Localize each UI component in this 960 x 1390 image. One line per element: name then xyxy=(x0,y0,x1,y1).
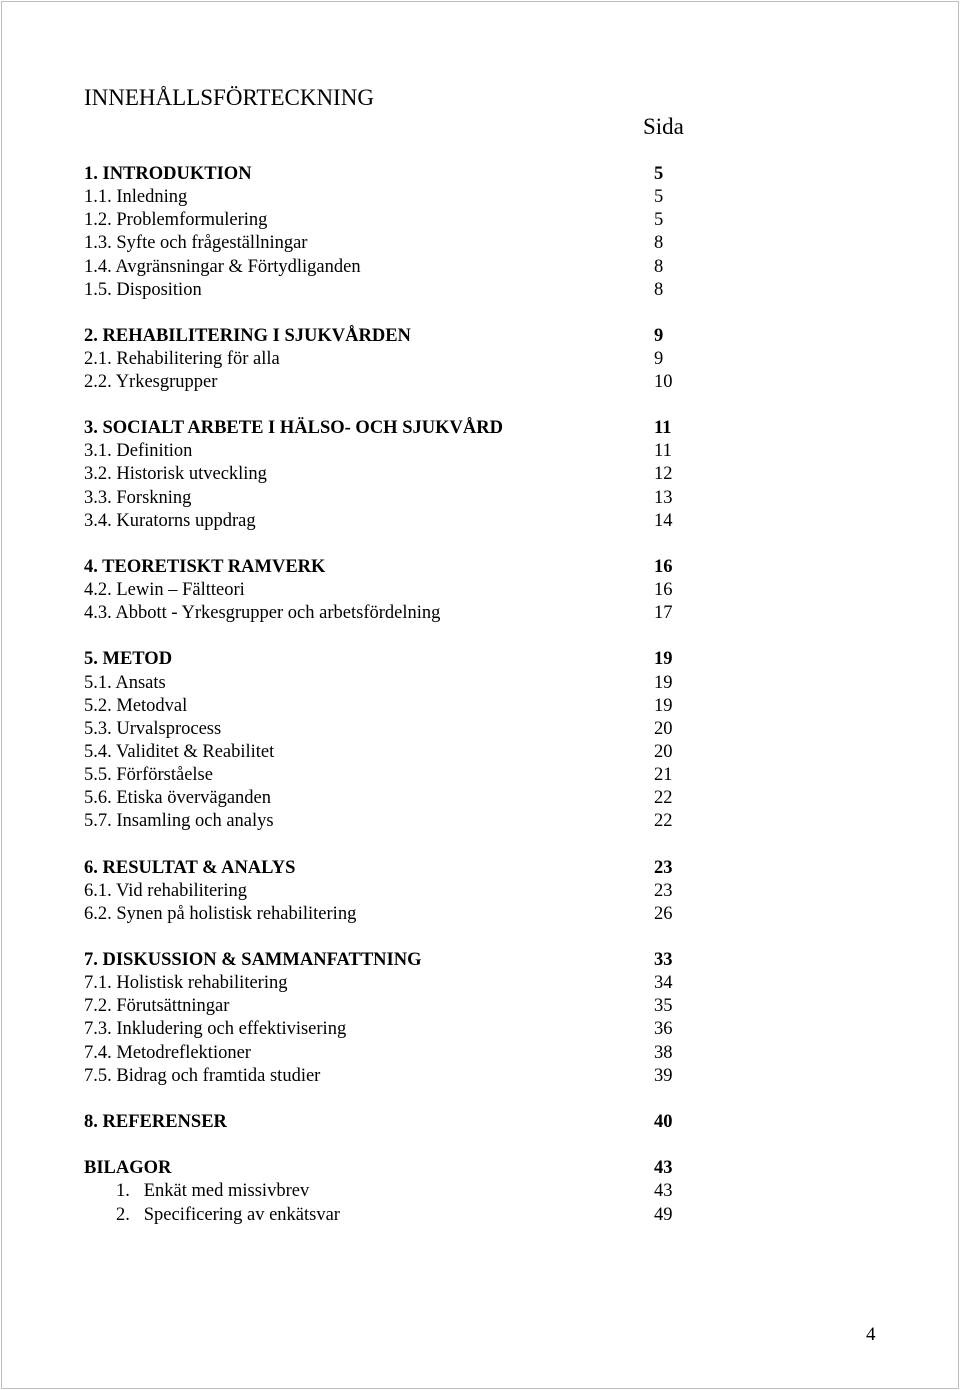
toc-entry-5-7 xyxy=(0,810,960,833)
toc-entry-page: 19 xyxy=(654,696,673,716)
toc-entry-page: 49 xyxy=(654,1205,673,1225)
toc-entry-3-2 xyxy=(0,463,960,486)
toc-entry-5 xyxy=(0,648,960,671)
toc-entry-6-2 xyxy=(0,903,960,926)
toc-entry-label: 4.2. Lewin – Fältteori xyxy=(84,580,245,600)
toc-entry-page: 20 xyxy=(654,742,673,762)
toc-entry-label: 6.1. Vid rehabilitering xyxy=(84,881,247,901)
toc-entry-3-1 xyxy=(0,440,960,463)
toc-entry-label: 5.7. Insamling och analys xyxy=(84,811,274,831)
toc-entry-3-3 xyxy=(0,487,960,510)
toc-entry-label: 3.1. Definition xyxy=(84,441,193,461)
toc-entry-5-6 xyxy=(0,787,960,810)
toc-entry-label: 1. Enkät med missivbrev xyxy=(116,1181,310,1201)
toc-entry-page: 5 xyxy=(654,164,664,184)
toc-entry-2 xyxy=(0,325,960,348)
toc-entry-page: 19 xyxy=(654,673,673,693)
toc-entry-page: 19 xyxy=(654,649,673,669)
toc-entry-1 xyxy=(0,163,960,186)
page-title: INNEHÅLLSFÖRTECKNING xyxy=(84,85,374,110)
toc-entry-page: 38 xyxy=(654,1043,673,1063)
toc-entry-8 xyxy=(0,1111,960,1134)
toc-entry-1-1 xyxy=(0,186,960,209)
toc-entry-page: 22 xyxy=(654,788,673,808)
toc-entry-page: 5 xyxy=(654,210,664,230)
toc-entry-page: 43 xyxy=(654,1181,673,1201)
toc-entry-page: 40 xyxy=(654,1112,673,1132)
toc-entry-bilaga-2 xyxy=(0,1204,960,1227)
toc-entry-bilaga-1 xyxy=(0,1180,960,1203)
toc-entry-label: 2. Specificering av enkätsvar xyxy=(116,1205,340,1225)
toc-entry-label: 2.2. Yrkesgrupper xyxy=(84,372,218,392)
toc-entry-page: 43 xyxy=(654,1158,673,1178)
toc-entry-page: 33 xyxy=(654,950,673,970)
toc-entry-label: 2.1. Rehabilitering för alla xyxy=(84,349,280,369)
toc-entry-5-5 xyxy=(0,764,960,787)
toc-entry-label: 2. REHABILITERING I SJUKVÅRDEN xyxy=(84,326,411,346)
toc-entry-7-4 xyxy=(0,1042,960,1065)
toc-entry-page: 12 xyxy=(654,464,673,484)
toc-entry-label: 5.5. Förförståelse xyxy=(84,765,213,785)
toc-entry-label: 7.5. Bidrag och framtida studier xyxy=(84,1066,321,1086)
toc-entry-page: 5 xyxy=(654,187,664,207)
toc-entry-page: 23 xyxy=(654,858,673,878)
toc-entry-7-3 xyxy=(0,1018,960,1041)
toc-entry-page: 8 xyxy=(654,257,664,277)
toc-entry-label: 7. DISKUSSION & SAMMANFATTNING xyxy=(84,950,422,970)
toc-entry-page: 39 xyxy=(654,1066,673,1086)
page-column-header: Sida xyxy=(643,114,684,139)
toc-entry-page: 20 xyxy=(654,719,673,739)
toc-entry-label: 8. REFERENSER xyxy=(84,1112,227,1132)
toc-entry-label: 1.4. Avgränsningar & Förtydliganden xyxy=(84,257,361,277)
toc-entry-label: 7.3. Inkludering och effektivisering xyxy=(84,1019,347,1039)
toc-entry-label: 5.4. Validitet & Reabilitet xyxy=(84,742,275,762)
toc-entry-page: 35 xyxy=(654,996,673,1016)
toc-entry-2-1 xyxy=(0,348,960,371)
toc-entry-label: 1.2. Problemformulering xyxy=(84,210,268,230)
toc-entry-4-2 xyxy=(0,579,960,602)
toc-entry-label: 5.6. Etiska överväganden xyxy=(84,788,271,808)
toc-entry-label: 6. RESULTAT & ANALYS xyxy=(84,858,296,878)
toc-entry-label: 6.2. Synen på holistisk rehabilitering xyxy=(84,904,357,924)
toc-entry-label: 4.3. Abbott - Yrkesgrupper och arbetsfördelning xyxy=(84,603,441,623)
toc-entry-5-4 xyxy=(0,741,960,764)
toc-entry-page: 36 xyxy=(654,1019,673,1039)
toc-entry-label: 1.5. Disposition xyxy=(84,280,202,300)
toc-entry-label: 3.2. Historisk utveckling xyxy=(84,464,267,484)
toc-entry-label: BILAGOR xyxy=(84,1158,172,1178)
toc-entry-page: 14 xyxy=(654,511,673,531)
toc-entry-page: 10 xyxy=(654,372,673,392)
toc-entry-1-3 xyxy=(0,232,960,255)
toc-entry-4-3 xyxy=(0,602,960,625)
toc-entry-1-5 xyxy=(0,279,960,302)
toc-entry-3-4 xyxy=(0,510,960,533)
toc-entry-page: 16 xyxy=(654,557,673,577)
toc-entry-5-1 xyxy=(0,672,960,695)
toc-entry-label: 7.1. Holistisk rehabilitering xyxy=(84,973,288,993)
toc-entry-page: 8 xyxy=(654,280,664,300)
page-number: 4 xyxy=(866,1324,876,1345)
toc-entry-label: 1.1. Inledning xyxy=(84,187,188,207)
toc-entry-4 xyxy=(0,556,960,579)
toc-entry-5-3 xyxy=(0,718,960,741)
toc-entry-label: 5. METOD xyxy=(84,649,173,669)
toc-entry-7-1 xyxy=(0,972,960,995)
toc-entry-1-2 xyxy=(0,209,960,232)
toc-entry-page: 34 xyxy=(654,973,673,993)
toc-entry-label: 3.4. Kuratorns uppdrag xyxy=(84,511,256,531)
toc-entry-label: 3.3. Forskning xyxy=(84,488,192,508)
toc-entry-7-5 xyxy=(0,1065,960,1088)
toc-entry-page: 9 xyxy=(654,349,664,369)
toc-entry-bilagor xyxy=(0,1157,960,1180)
toc-entry-1-4 xyxy=(0,256,960,279)
toc-entry-label: 3. SOCIALT ARBETE I HÄLSO- OCH SJUKVÅRD xyxy=(84,418,503,438)
toc-entry-page: 17 xyxy=(654,603,673,623)
toc-entry-page: 11 xyxy=(654,441,672,461)
toc-entry-page: 9 xyxy=(654,326,664,346)
toc-entry-3 xyxy=(0,417,960,440)
toc-entry-page: 13 xyxy=(654,488,673,508)
toc-entry-5-2 xyxy=(0,695,960,718)
toc-entry-page: 16 xyxy=(654,580,673,600)
toc-entry-label: 5.3. Urvalsprocess xyxy=(84,719,222,739)
toc-entry-2-2 xyxy=(0,371,960,394)
toc-entry-page: 22 xyxy=(654,811,673,831)
toc-entry-label: 7.4. Metodreflektioner xyxy=(84,1043,251,1063)
toc-entry-label: 7.2. Förutsättningar xyxy=(84,996,230,1016)
toc-entry-page: 23 xyxy=(654,881,673,901)
toc-entry-label: 4. TEORETISKT RAMVERK xyxy=(84,557,326,577)
toc-entry-page: 8 xyxy=(654,233,664,253)
toc-entry-label: 5.1. Ansats xyxy=(84,673,166,693)
toc-entry-page: 26 xyxy=(654,904,673,924)
toc-entry-label: 1.3. Syfte och frågeställningar xyxy=(84,233,308,253)
toc-entry-6-1 xyxy=(0,880,960,903)
toc-entry-page: 11 xyxy=(654,418,672,438)
toc-entry-6 xyxy=(0,857,960,880)
toc-entry-7-2 xyxy=(0,995,960,1018)
toc-entry-7 xyxy=(0,949,960,972)
toc-entry-label: 1. INTRODUKTION xyxy=(84,164,252,184)
toc-entry-label: 5.2. Metodval xyxy=(84,696,188,716)
toc-entry-page: 21 xyxy=(654,765,673,785)
